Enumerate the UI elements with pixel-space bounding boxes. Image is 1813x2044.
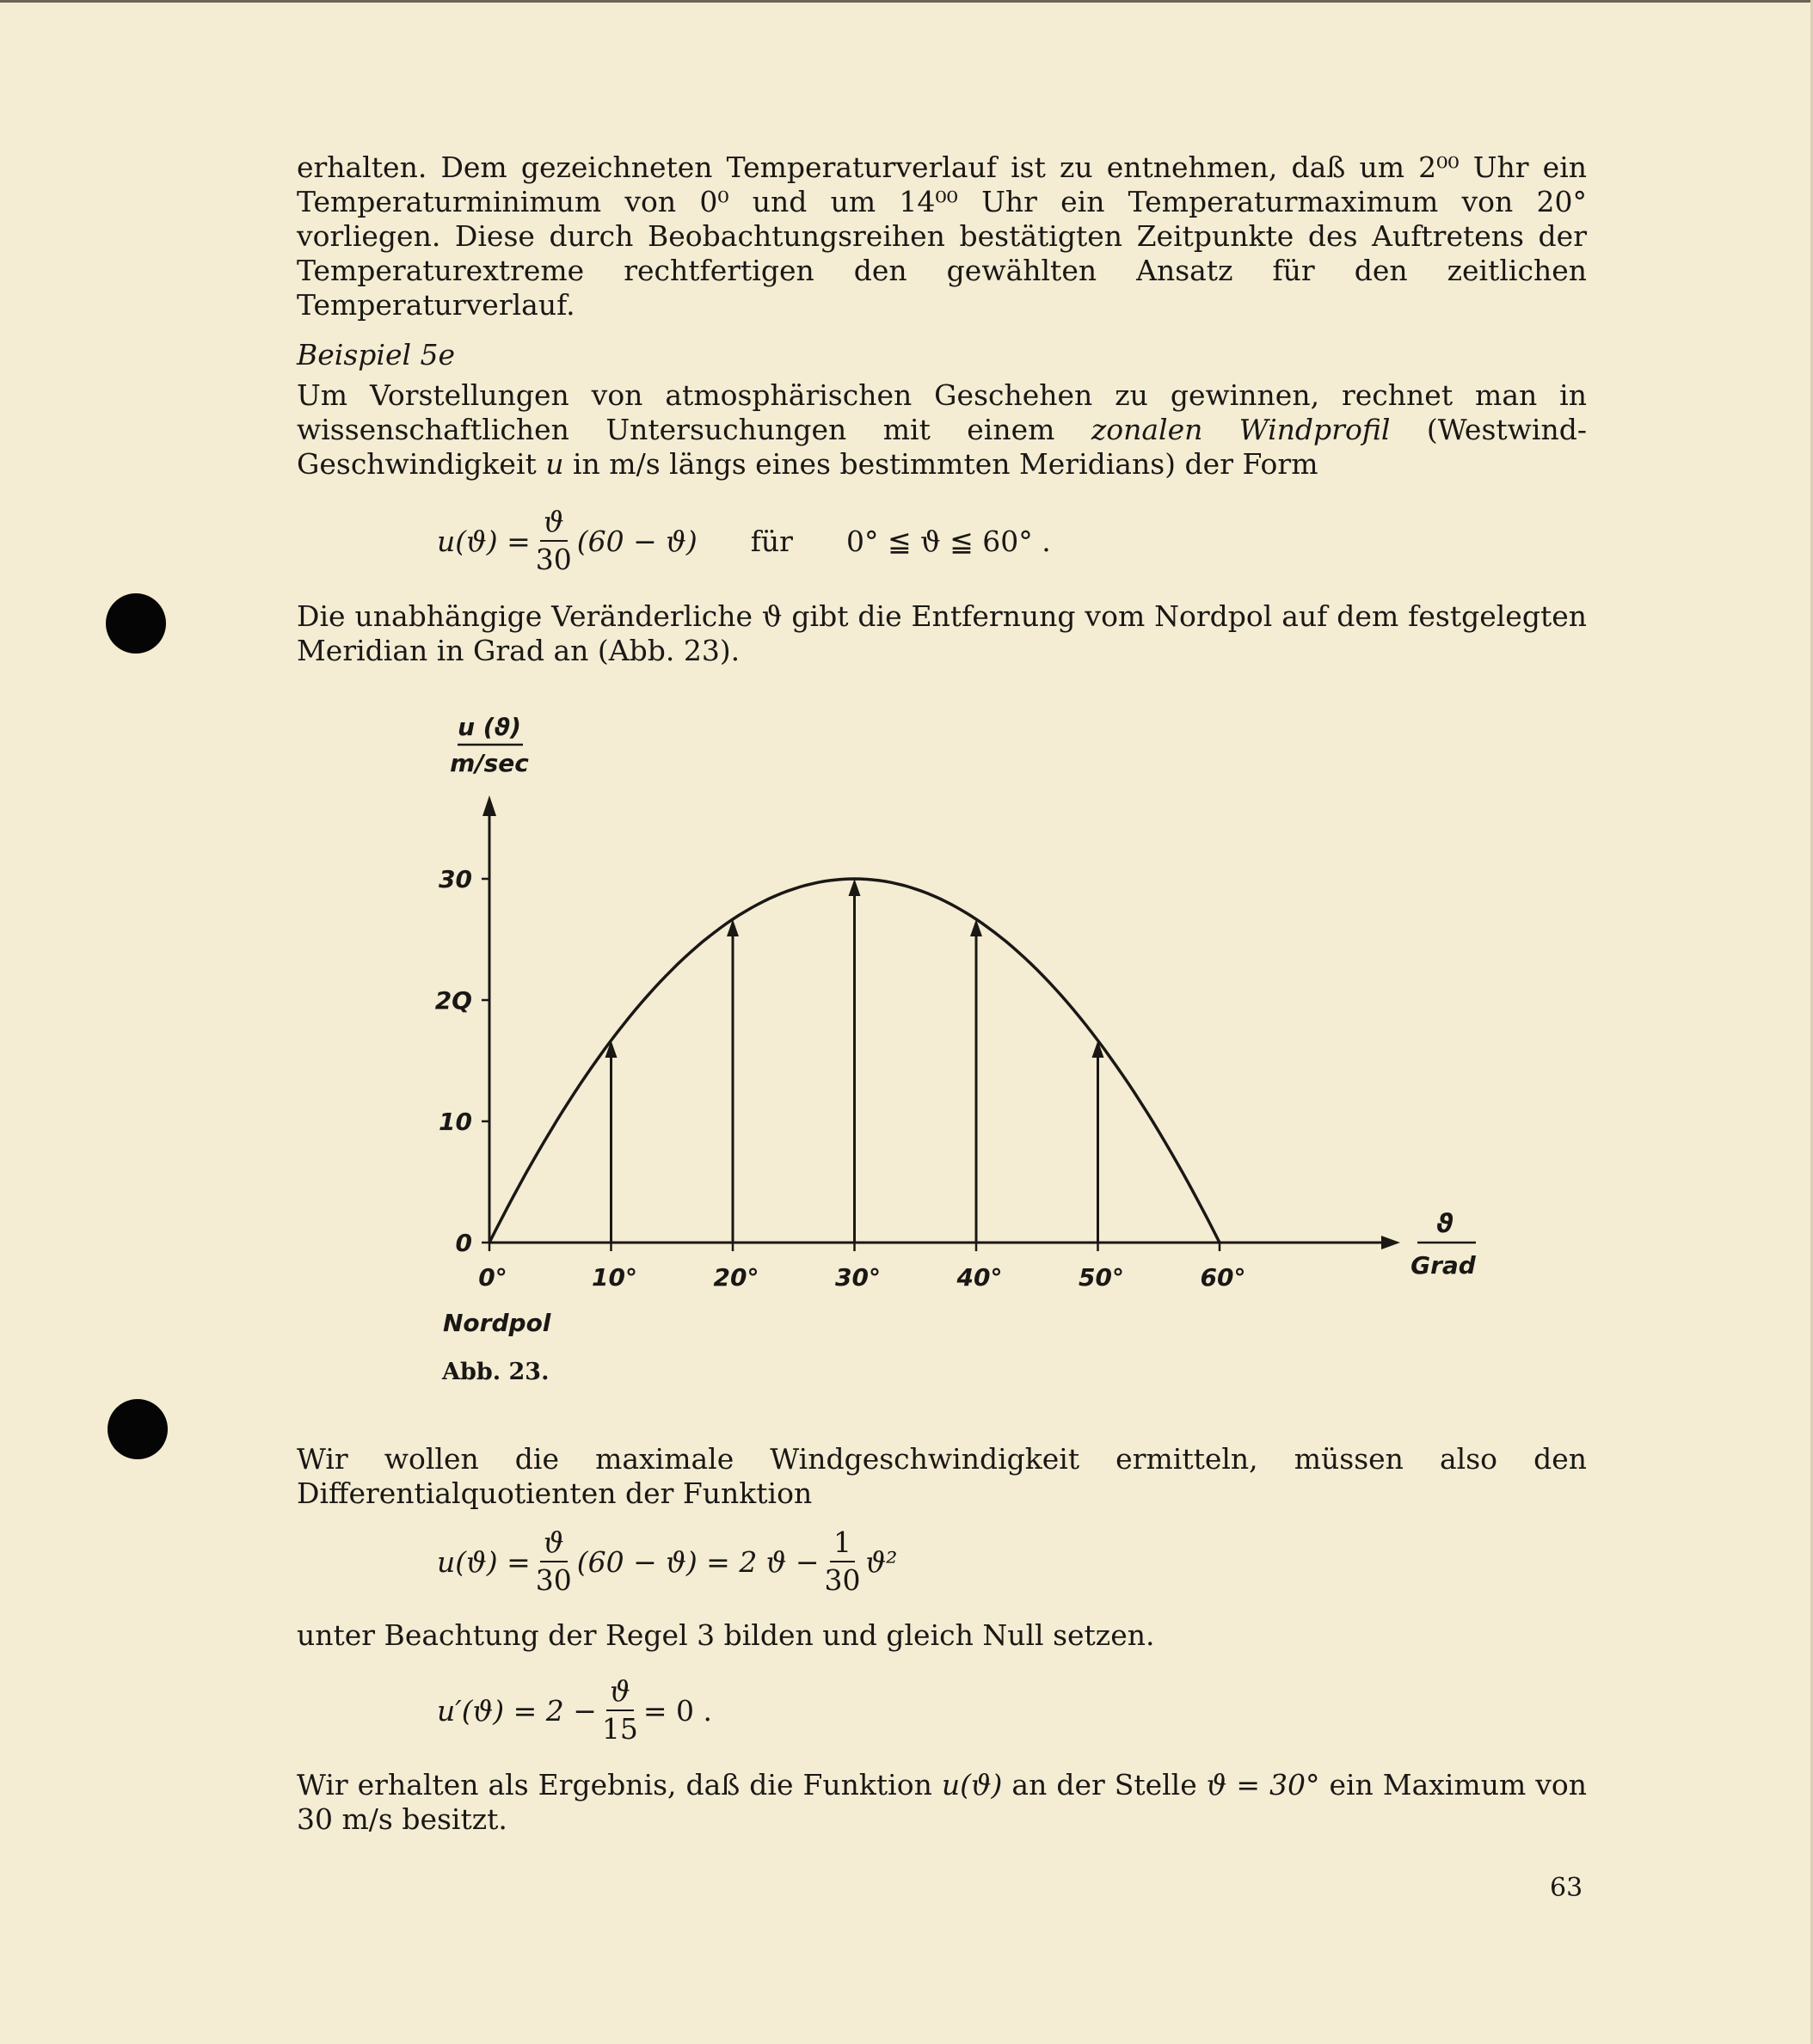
paragraph-result: [297, 1768, 1587, 1837]
x-tick-label: 60°: [1200, 1263, 1246, 1292]
x-tick-label: 50°: [1079, 1263, 1124, 1292]
formula-derivative: [437, 1675, 712, 1746]
x-tick-label: 40°: [956, 1263, 1003, 1292]
formula2-numerator-2: 1: [830, 1526, 855, 1562]
formula3-numerator: ϑ: [606, 1675, 634, 1711]
punch-hole-top: [106, 593, 166, 654]
velocity-arrowhead: [605, 1040, 618, 1058]
paragraph-windprofile: [297, 378, 1587, 482]
windprofile-text-b: (Westwind-Geschwindigkeit: [297, 413, 1587, 481]
formula1-denominator: 30: [535, 543, 572, 576]
formula2-end: ϑ²: [865, 1544, 898, 1579]
windprofile-symbol-u: u: [545, 447, 564, 481]
paragraph-rule: unter Beachtung der Regel 3 bilden und gleich Null setzen.: [297, 1618, 1155, 1652]
x-origin-note: Nordpol: [443, 1309, 551, 1337]
x-tick-label: 0°: [478, 1263, 507, 1292]
windprofile-text-c: in m/s längs eines bestimmten Meridians) der Form: [563, 447, 1318, 481]
x-axis-label-bottom: Grad: [1410, 1251, 1476, 1280]
formula1-rest: (60 − ϑ): [576, 524, 698, 558]
result-function: u(ϑ): [941, 1768, 1003, 1802]
formula3-lhs: u′(ϑ) = 2 −: [437, 1693, 597, 1728]
velocity-arrowhead: [1092, 1040, 1104, 1058]
y-axis-label-bottom: m/sec: [450, 749, 529, 777]
formula2-lhs: u(ϑ) =: [437, 1544, 531, 1579]
example-heading: Beispiel 5e: [297, 338, 456, 371]
result-text-a: Wir erhalten als Ergebnis, daß die Funktion: [297, 1768, 942, 1802]
result-text-b: an der Stelle: [1002, 1768, 1207, 1802]
formula3-denominator: 15: [601, 1712, 638, 1746]
formula-expanded: [437, 1526, 897, 1597]
formula1-fraction: [536, 506, 572, 576]
formula2-denominator-2: 30: [824, 1563, 861, 1597]
paragraph-maximum: Wir wollen die maximale Windgeschwindigkeit ermitteln, müssen also den Differentialquotienten der Funktion: [297, 1442, 1587, 1510]
x-tick-label: 10°: [592, 1263, 637, 1292]
formula1-fuer: für: [750, 524, 793, 558]
windprofile-text-a: Um Vorstellungen von atmosphärischen Geschehen zu gewinnen, rechnet man in wissenschaftlichen Untersuchungen mit einem: [297, 378, 1587, 446]
figure-caption: Abb. 23.: [442, 1359, 550, 1385]
formula-wind-profile: [437, 506, 1051, 576]
formula1-range: 0° ≦ ϑ ≦ 60° .: [845, 524, 1051, 558]
y-tick-label: 0: [455, 1229, 472, 1257]
result-text-c: ein Maximum von 30 m/s besitzt.: [297, 1768, 1587, 1836]
formula1-lhs: u(ϑ) =: [437, 524, 531, 558]
formula2-denominator: 30: [535, 1563, 572, 1597]
windprofile-emphasis: zonalen Windprofil: [1091, 413, 1391, 446]
formula3-fraction: [602, 1675, 638, 1746]
velocity-arrowhead: [849, 879, 861, 896]
y-tick-label: 10: [439, 1108, 472, 1136]
paragraph-temperature: erhalten. Dem gezeichneten Temperaturverlauf ist zu entnehmen, daß um 2⁰⁰ Uhr ein Temperaturminimum von 0⁰ und um 14⁰⁰ Uhr ein Temperaturmaximum von 20° vorliegen. Diese durch Beobachtungsreihen bestätigten Zeitpunkte des Auftretens der Temperaturextreme rechtfertigen den gewählten Ansatz für den zeitlichen Temperaturverlauf.: [297, 150, 1587, 322]
result-location: ϑ = 30°: [1206, 1768, 1320, 1802]
x-tick-label: 30°: [835, 1263, 881, 1292]
formula2-fraction-2: [825, 1526, 861, 1597]
wind-profile-chart: [413, 709, 1514, 1346]
y-tick-label: 2Q: [434, 986, 472, 1015]
y-axis-label-top: u (ϑ): [458, 713, 521, 741]
x-axis-arrowhead: [1381, 1236, 1400, 1249]
x-tick-label: 20°: [713, 1263, 759, 1292]
formula3-end: = 0 .: [642, 1693, 712, 1728]
formula1-numerator: ϑ: [540, 506, 568, 542]
y-axis-arrowhead: [482, 795, 496, 816]
formula2-middle: (60 − ϑ) = 2 ϑ −: [576, 1544, 820, 1579]
formula2-numerator: ϑ: [540, 1526, 568, 1562]
x-axis-label-top: ϑ: [1436, 1209, 1453, 1239]
punch-hole-bottom: [108, 1399, 168, 1459]
paragraph-variable: Die unabhängige Veränderliche ϑ gibt die Entfernung vom Nordpol auf dem festgelegten Meridian in Grad an (Abb. 23).: [297, 599, 1587, 667]
formula2-fraction: [536, 1526, 572, 1597]
y-tick-label: 30: [439, 865, 472, 893]
page-number: 63: [1550, 1873, 1583, 1903]
page-top-edge: [0, 0, 1813, 3]
